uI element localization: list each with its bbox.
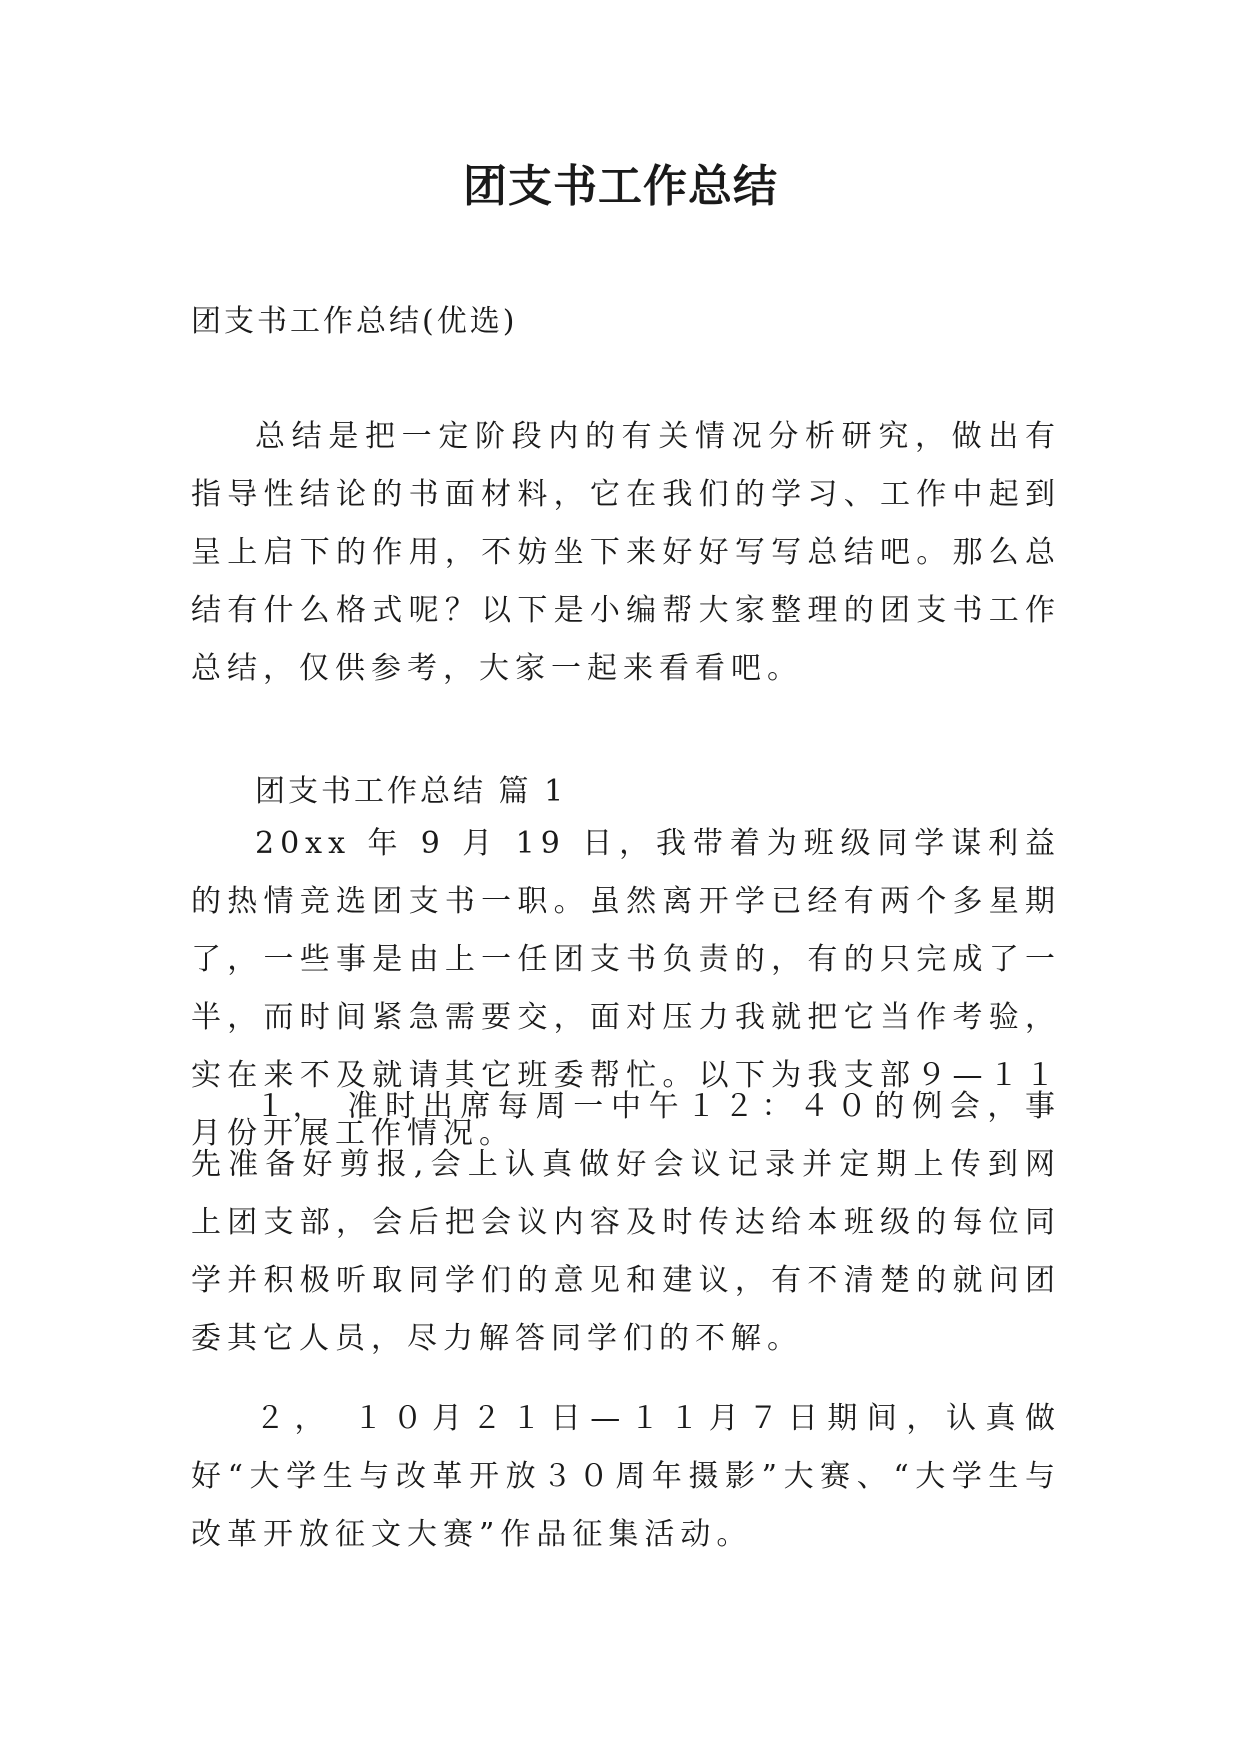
- section-heading: 团支书工作总结 篇 1: [255, 774, 567, 809]
- body-paragraph: ２， １０月２１日—１１月７日期间，认真做好“大学生与改革开放３０周年摄影”大赛、“大学生与改革开放征文大赛”作品征集活动。: [191, 1401, 1061, 1552]
- document-title: 团支书工作总结: [463, 161, 778, 212]
- body-paragraph: 20xx 年 9 月 19 日，我带着为班级同学谋利益的热情竞选团支书一职。虽然离开学已经有两个多星期了，一些事是由上一任团支书负责的，有的只完成了一半，而时间紧急需要交，面对压力我就把它当作考验，实在来不及就请其它班委帮忙。以下为我支部９—１１月份开展工作情况。: [191, 826, 1061, 1151]
- body-paragraph: １， 准时出席每周一中午１２：４０的例会，事先准备好剪报,会上认真做好会议记录并定期上传到网上团支部，会后把会议内容及时传达给本班级的每位同学并积极听取同学们的意见和建议，有不清楚的就问团委其它人员，尽力解答同学们的不解。: [191, 1089, 1061, 1356]
- intro-paragraph: 总结是把一定阶段内的有关情况分析研究，做出有指导性结论的书面材料，它在我们的学习、工作中起到呈上启下的作用，不妨坐下来好好写写总结吧。那么总结有什么格式呢？以下是小编帮大家整理的团支书工作总结，仅供参考，大家一起来看看吧。: [191, 419, 1061, 686]
- document-subtitle: 团支书工作总结(优选): [191, 304, 518, 339]
